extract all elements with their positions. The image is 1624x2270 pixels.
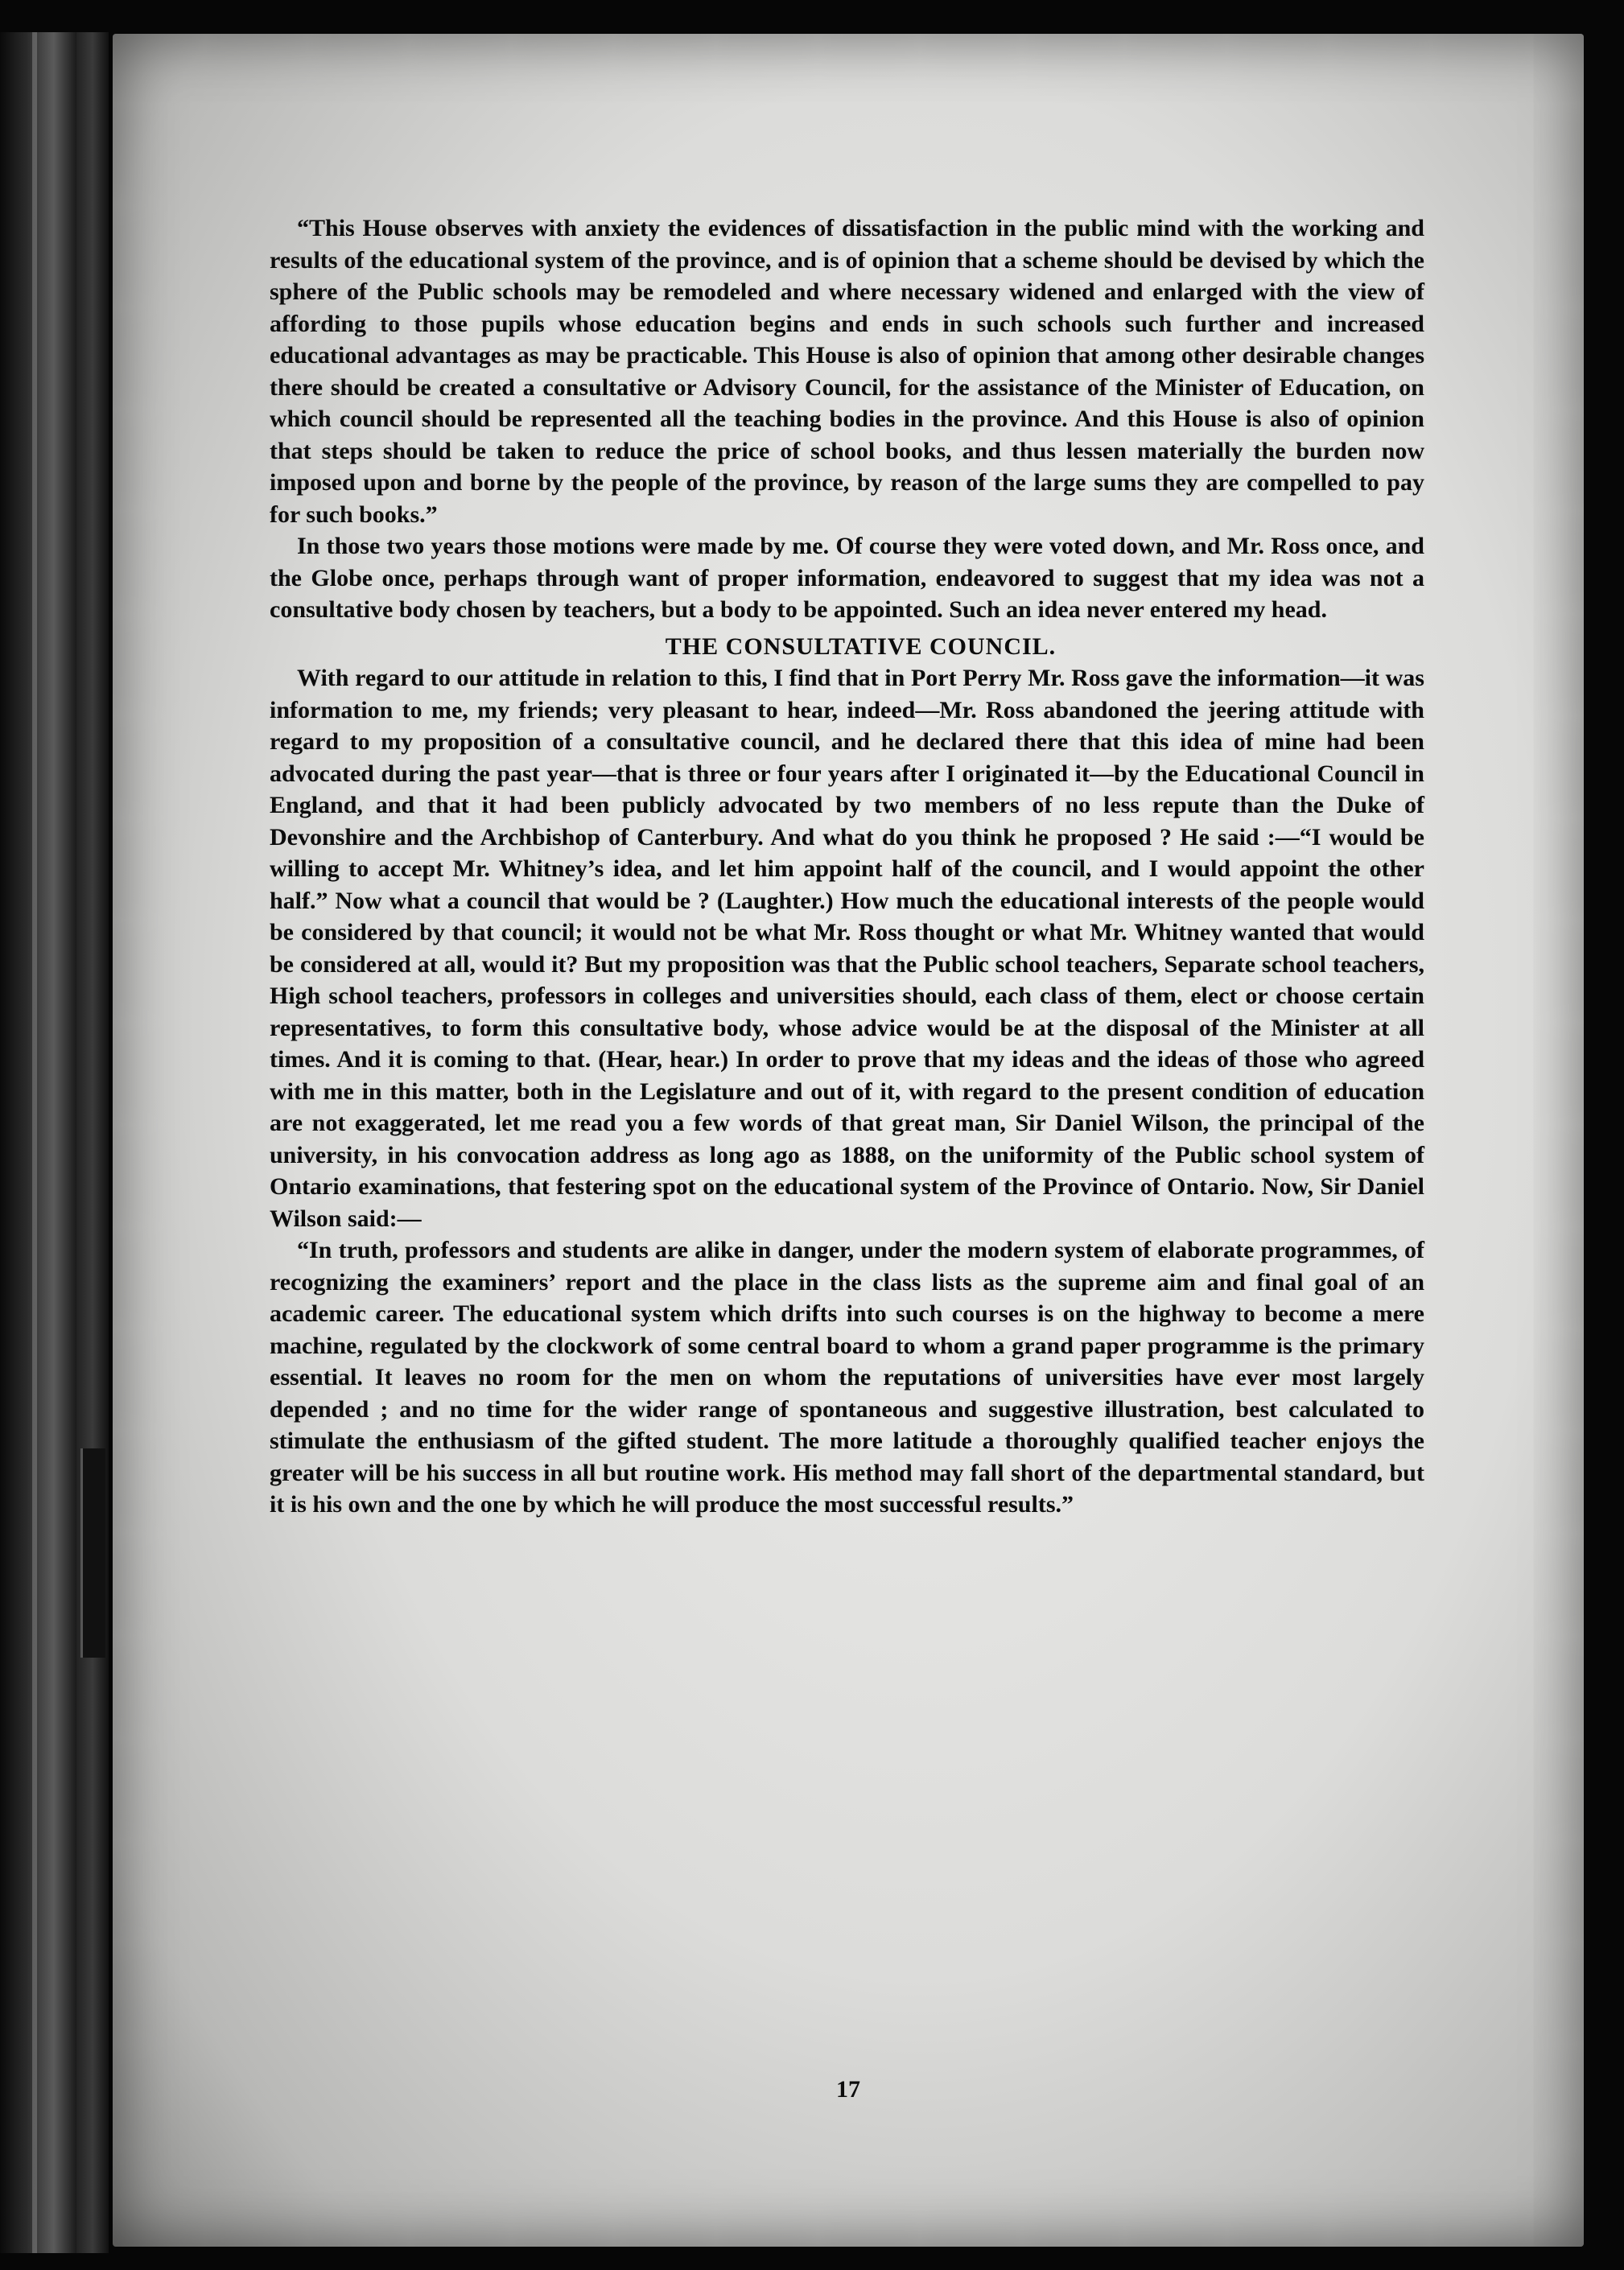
quoted-motion-paragraph: “This House observes with anxiety the evidences of dissatisfaction in the public mind with the working and results of the educational system of the province, and is of opinion that a scheme should be devised by which the sphere of the Public schools may be remodeled and where necessary widened and enlarged with the view of affording to those pupils whose education begins and ends in such schools such further and increased educational advantages as may be practicable. This House is also of opinion that among other desirable changes there should be created a consultative or Advisory Council, for the assistance of the Minister of Education, on which council should be represented all the teaching bodies in the province. And this House is also of opinion that steps should be taken to reduce the price of school books, and thus lessen materially the burden now imposed upon and borne by the people of the province, by reason of the large sums they are compelled to pay for such books.” <box>270 215 1424 528</box>
left-page-edge <box>0 32 76 2253</box>
binding-mark <box>80 1448 105 1658</box>
book-gutter <box>76 32 109 2253</box>
council-paragraph: With regard to our attitude in relation to this, I find that in Port Perry Mr. Ross gave the information—it was information to me, my friends; very pleasant to hear, indeed—Mr. Ross abandoned the jeering attitude with regard to my proposition of a consultative council, and he declared there that this idea of mine had been advocated during the past year—that is three or four years after I originated it—by the Educational Council in England, and that it had been publicly advocated by two members of no less repute than the Duke of Devonshire and the Archbishop of Canterbury. And what do you think he proposed ? He said :—“I would be willing to accept Mr. Whitney’s idea, and let him appoint half of the council, and I would appoint the other half.” Now what a council that would be ? (Laughter.) How much the educational interests of the people would be considered by that council; it would not be what Mr. Ross thought or what Mr. Whitney wanted that would be considered at all, would it? But my proposition was that the Public school teachers, Separate school teachers, High school teachers, professors in colleges and universities should, each class of them, elect or choose certain representatives, to form this consultative body, whose advice would be at the disposal of the Minister at all times. And it is coming to that. (Hear, hear.) In order to prove that my ideas and the ideas of those who agreed with me in this matter, both in the Legislature and out of it, with regard to the present condition of education are not exaggerated, let me read you a few words of that great man, Sir Daniel Wilson, the principal of the university, in his convocation address as long ago as 1888, on the uniformity of the Public school system of Ontario examinations, that festering spot on the educational system of the Province of Ontario. Now, Sir Daniel Wilson said:— <box>270 665 1424 1232</box>
book-page <box>113 34 1584 2247</box>
section-heading: THE CONSULTATIVE COUNCIL. <box>665 632 1057 660</box>
page-body <box>270 212 1424 1521</box>
page-edge-stripe <box>32 32 37 2253</box>
motions-paragraph: In those two years those motions were made by me. Of course they were voted down, and Mr. Ross once, and the Globe once, perhaps through want of proper information, endeavored to suggest that my idea was not a consultative body chosen by teachers, but a body to be appointed. Such an idea never entered my head. <box>270 533 1424 623</box>
wilson-quote-paragraph: “In truth, professors and students are alike in danger, under the modern system of elaborate programmes, of recognizing the examiners’ report and the place in the class lists as the supreme aim and final goal of an academic career. The educational system which drifts into such courses is on the highway to become a mere machine, regulated by the clockwork of some central board to whom a grand paper programme is the primary essential. It leaves no room for the men on whom the reputations of universities have ever most largely depended ; and no time for the wider range of spontaneous and suggestive illustration, best calculated to stimulate the enthusiasm of the gifted student. The more latitude a thoroughly qualified teacher enjoys the greater will be his success in all but routine work. His method may fall short of the departmental standard, but it is his own and the one by which he will produce the most successful results.” <box>270 1237 1424 1518</box>
page-number: 17 <box>836 2076 860 2103</box>
